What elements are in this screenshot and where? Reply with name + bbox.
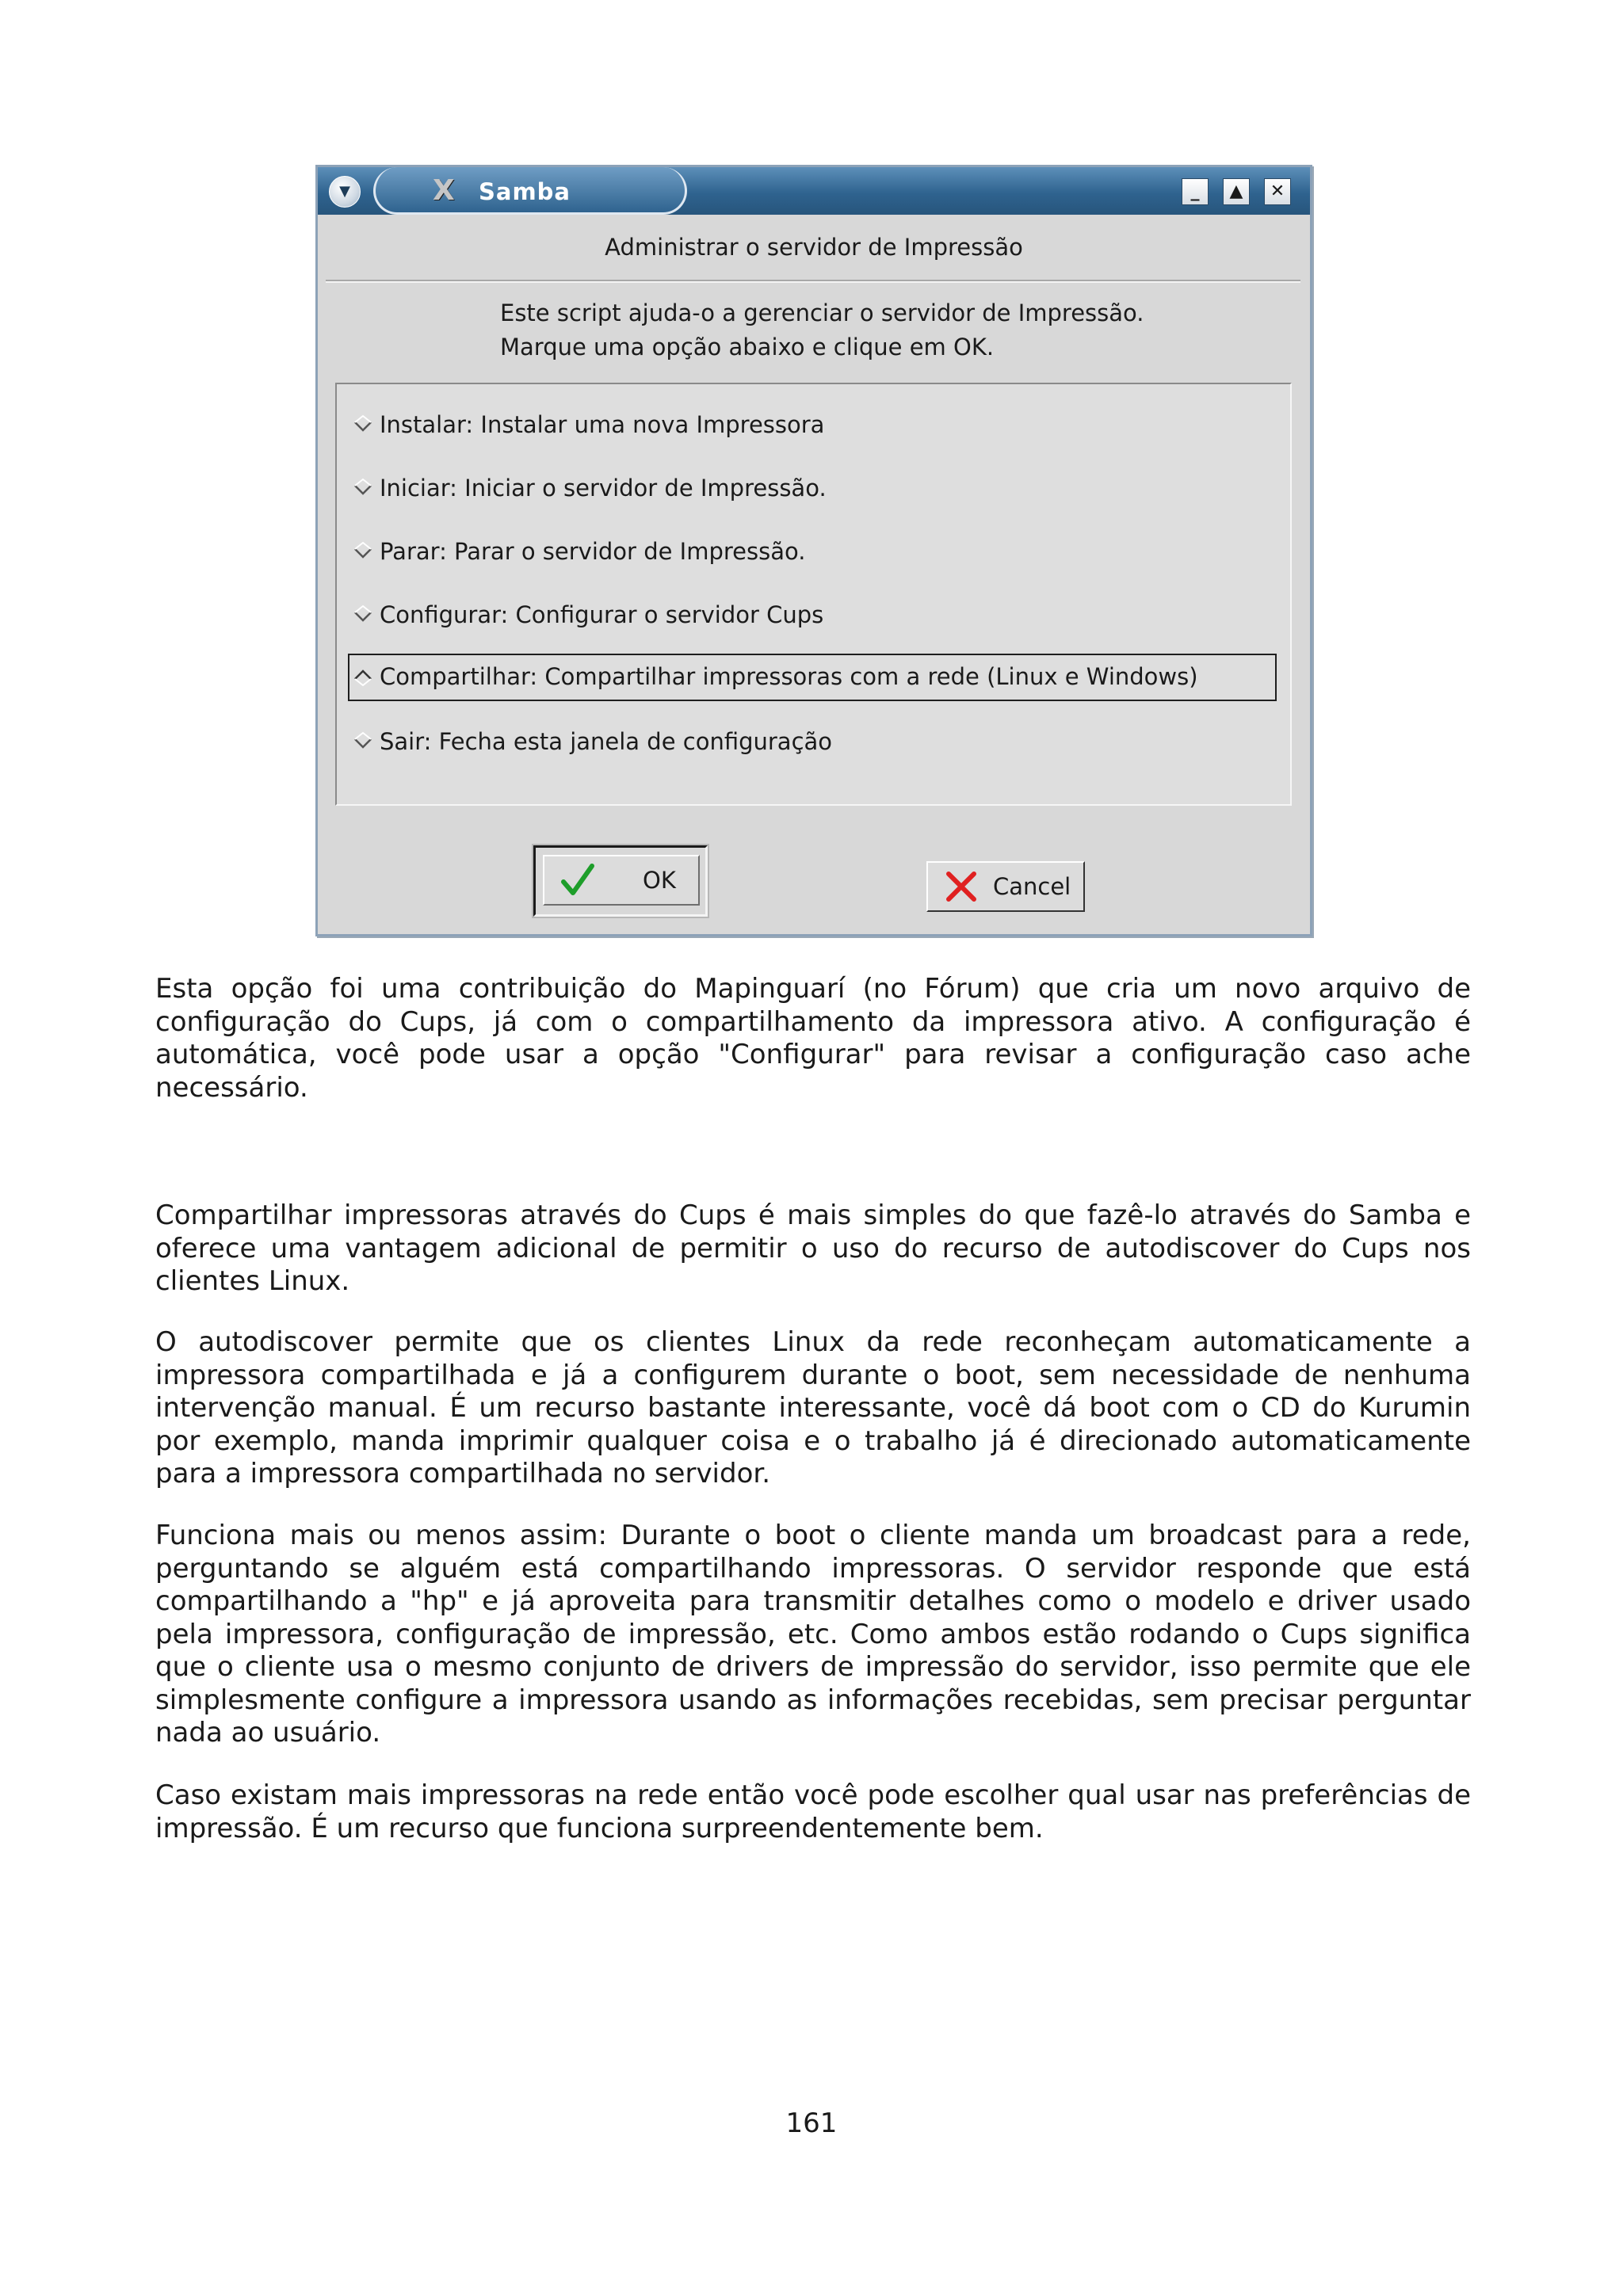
radio-icon[interactable] xyxy=(353,605,373,625)
option-parar[interactable] xyxy=(348,528,1277,576)
option-configurar[interactable] xyxy=(348,592,1277,639)
checkmark-icon xyxy=(559,861,597,899)
paragraph: Esta opção foi uma contribuição do Mapinguarí (no Fórum) que cria um novo arquivo de configuração do Cups, já com o compartilhamento da impressora ativo. A configuração é automática, você pode usar a opção "Configurar" para revisar a configuração caso ache necessário. xyxy=(155,973,1471,1104)
option-label: Sair: Fecha esta janela de configuração xyxy=(380,728,833,755)
separator xyxy=(326,280,1300,283)
title-tab xyxy=(373,167,687,215)
page-number: 161 xyxy=(785,2107,838,2139)
option-label: Configurar: Configurar o servidor Cups xyxy=(380,601,824,628)
paragraph: Caso existam mais impressoras na rede então você pode escolher qual usar nas preferências de impressão. É um recurso que funciona surpreendentemente bem. xyxy=(155,1779,1471,1844)
app-logo-icon: X xyxy=(433,174,455,207)
cancel-label: Cancel xyxy=(993,873,1071,900)
minimize-icon[interactable]: _ xyxy=(1182,178,1209,205)
window-title: Samba xyxy=(479,178,571,205)
chevron-down-icon[interactable]: ▼ xyxy=(329,176,361,208)
radio-icon[interactable] xyxy=(353,478,373,498)
paragraph: Compartilhar impressoras através do Cups é mais simples do que fazê-lo através do Samba e oferece uma vantagem adicional de permitir o uso do recurso de autodiscover do Cups nos clientes Linux. xyxy=(155,1199,1471,1297)
radio-icon[interactable] xyxy=(353,414,373,435)
option-iniciar[interactable] xyxy=(348,465,1277,513)
dialog-heading: Administrar o servidor de Impressão xyxy=(605,234,1023,261)
cancel-button[interactable] xyxy=(926,861,1085,912)
title-bar[interactable] xyxy=(318,167,1310,215)
radio-selected-icon[interactable] xyxy=(353,666,373,687)
dialog-intro xyxy=(500,296,1144,364)
radio-icon[interactable] xyxy=(353,731,373,752)
option-instalar[interactable] xyxy=(348,402,1277,449)
paragraph: O autodiscover permite que os clientes Linux da rede reconheçam automaticamente a impressora compartilhada e já a configurem durante o boot, sem necessidade de nenhuma intervenção manual. É um recurso bastante interessante, você dá boot com o CD do Kurumin por exemplo, manda imprimir qualquer coisa e o trabalho já é direcionado automaticamente para a impressora compartilhada no servidor. xyxy=(155,1326,1471,1489)
intro-line-2: Marque uma opção abaixo e clique em OK. xyxy=(500,334,995,360)
option-sair[interactable] xyxy=(348,719,1277,766)
close-icon[interactable]: ✕ xyxy=(1264,178,1291,205)
option-label: Instalar: Instalar uma nova Impressora xyxy=(380,411,825,438)
ok-button[interactable] xyxy=(543,855,700,906)
option-label: Compartilhar: Compartilhar impressoras com a rede (Linux e Windows) xyxy=(380,663,1198,690)
cancel-x-icon xyxy=(942,868,980,906)
option-label: Iniciar: Iniciar o servidor de Impressão. xyxy=(380,475,827,502)
ok-label: OK xyxy=(643,867,676,894)
paragraph: Funciona mais ou menos assim: Durante o boot o cliente manda um broadcast para a rede, perguntando se alguém está compartilhando impressoras. O servidor responde que está compartilhando a "hp" e já aproveita para transmitir detalhes como o modelo e driver usado pela impressora, configuração de impressão, etc. Como ambos estão rodando o Cups significa que o cliente usa o mesmo conjunto de drivers de impressão do servidor, isso permite que ele simplesmente configure a impressora usando as informações recebidas, sem precisar perguntar nada ao usuário. xyxy=(155,1520,1471,1749)
intro-line-1: Este script ajuda-o a gerenciar o servidor de Impressão. xyxy=(500,299,1144,326)
samba-dialog-window xyxy=(315,165,1312,936)
maximize-icon[interactable]: ▲ xyxy=(1223,178,1250,205)
options-listbox xyxy=(335,383,1292,806)
radio-icon[interactable] xyxy=(353,541,373,562)
option-label: Parar: Parar o servidor de Impressão. xyxy=(380,538,806,565)
option-compartilhar[interactable] xyxy=(348,654,1277,701)
